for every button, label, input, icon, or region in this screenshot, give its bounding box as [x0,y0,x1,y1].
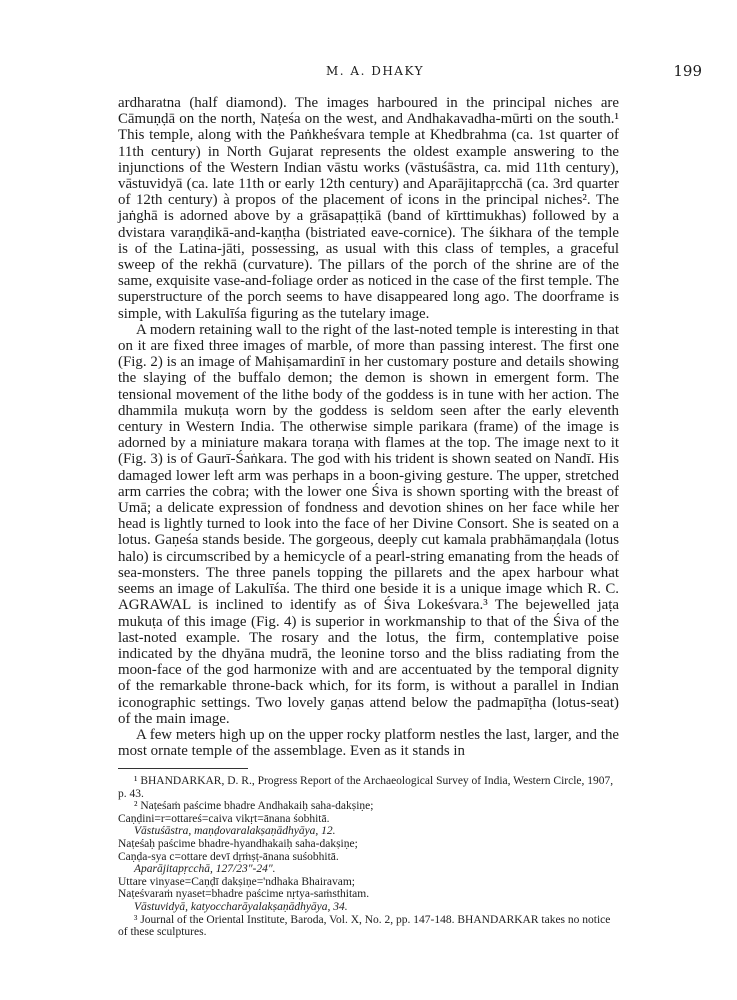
footnote-2-line-2: Caṇḍini=r=ottareś=caiva vikṛt=ānana śobhitā. [118,812,330,825]
page-number: 199 [673,62,702,80]
running-header [120,62,720,82]
footnote-2-line-1: ² Naṭeśaṁ paścime bhadre Andhakaiḥ saha-dakṣiṇe; [134,800,374,813]
running-head-author: M. A. DHAKY [325,64,425,78]
footnote-2-line-3: Naṭeśaḥ paścime bhadre-hyandhakaiḥ saha-dakṣiṇe; [118,837,358,850]
footnote-2-citation-2: Aparājitapṛcchā, 127/23″-24″. [134,863,276,876]
footnote-2-line-6: Naṭeśvaraṁ nyaset=bhadre paścime nṛtya-saṁsthitam. [118,888,370,901]
paragraph-1: ardharatna (half diamond). The images harboured in the principal niches are Cāmuṇḍā on the north, Naṭeśa on the west, and Andhakavadha-mūrti on the south.¹ This temple, along with the Paṅkheśvara temple at Khedbrahma (ca. 1st quarter of 11th century) in North Gujarat represents the oldest example answering to the injunctions of the Western Indian vāstu works (vāstuśāstra, ca. mid 11th century), vāstuvidyā (ca. late 11th or early 12th century) and Aparājitapṛcchā (ca. 3rd quarter of 12th century) à propos of the placement of icons in the principal niches². The jaṅghā is adorned above by a grāsapaṭṭikā (band of kīrttimukhas) followed by a dvistara varaṇḍikā-and-kaṇṭha (bistriated eave-cornice). The śikhara of the temple is of the Latina-jāti, possessing, as usual with this class of temples, a graceful sweep of the rekhā (curvature). The pillars of the porch of the shrine are of the same, exquisite vase-and-foliage order as noticed in the case of the first temple. The superstructure of the porch seems to have disappeared long ago. The doorframe is simple, with Lakulīśa figuring as the tutelary image. [118,95,619,322]
footnote-2-citation-3: Vāstuvidyā, katyoccharāyalakṣaṇādhyāya, 34. [134,900,348,913]
footnote-rule [118,768,248,769]
footnote-2-line-4: Caṇḍa-sya c=ottare devī dṛṁṣṭ-ānana suśobhitā. [118,850,339,863]
footnotes [118,768,619,939]
body-text [118,95,619,759]
paragraph-2: A modern retaining wall to the right of the last-noted temple is interesting in that on it are fixed three images of marble, of more than passing interest. The first one (Fig. 2) is an image of Mahiṣamardinī in her customary posture and details showing the slaying of the buffalo demon; the demon is shown in emergent form. The tensional movement of the lithe body of the goddess is in tune with her action. The dhammila mukuṭa worn by the goddess is seldom seen after the early eleventh century in Western India. The otherwise simple parikara (frame) of the image is adorned by a miniature makara toraṇa with flames at the top. The image next to it (Fig. 3) is of Gaurī-Śaṅkara. The god with his trident is shown seated on Nandī. His damaged lower left arm was perhaps in a boon-giving gesture. The upper, stretched arm carries the cobra; with the lower one Śiva is shown sporting with the breast of Umā; a delicate expression of fondness and devotion shines on her face while her head is lightly turned to look into the face of her Divine Consort. She is seated on a lotus. Gaṇeśa stands beside. The gorgeous, deeply cut kamala prabhāmaṇḍala (lotus halo) is circumscribed by a hemicycle of a pearl-string emanating from the heads of sea-monsters. The three panels topping the pillarets and the apex harbour what seems an image of Lakulīśa. The third one beside it is a unique image which R. C. AGRAWAL is inclined to identify as of Śiva Lokeśvara.³ The bejewelled jaṭa mukuṭa of this image (Fig. 4) is superior in workmanship to that of the Śiva of the last-noted example. The rosary and the lotus, the firm, contemplative poise indicated by the dhyāna mudrā, the leonine torso and the bliss radiating from the moon-face of the god harmonize with and are accentuated by the temporal dignity of the remarkable throne-back which, for its form, is without a parallel in Indian iconographic settings. Two lovely gaṇas attend below the padmapīṭha (lotus-seat) of the main image. [118,321,619,727]
footnote-1: ¹ BHANDARKAR, D. R., Progress Report of the Archaeological Survey of India, Western Circle, 1907, p. 43. [118,775,614,800]
footnote-3: ³ Journal of the Oriental Institute, Baroda, Vol. X, No. 2, pp. 147-148. BHANDARKAR takes no notice of these sculptures. [118,913,611,939]
paragraph-3: A few meters high up on the upper rocky platform nestles the last, larger, and the most ornate temple of the assemblage. Even as it stands in [118,726,619,760]
footnote-2-line-5: Uttare vinyase=Caṇḍī dakṣiṇe='ndhaka Bhairavam; [118,875,355,888]
footnote-2-citation-1: Vāstuśāstra, maṇḍovaralakṣaṇādhyāya, 12. [134,825,336,838]
